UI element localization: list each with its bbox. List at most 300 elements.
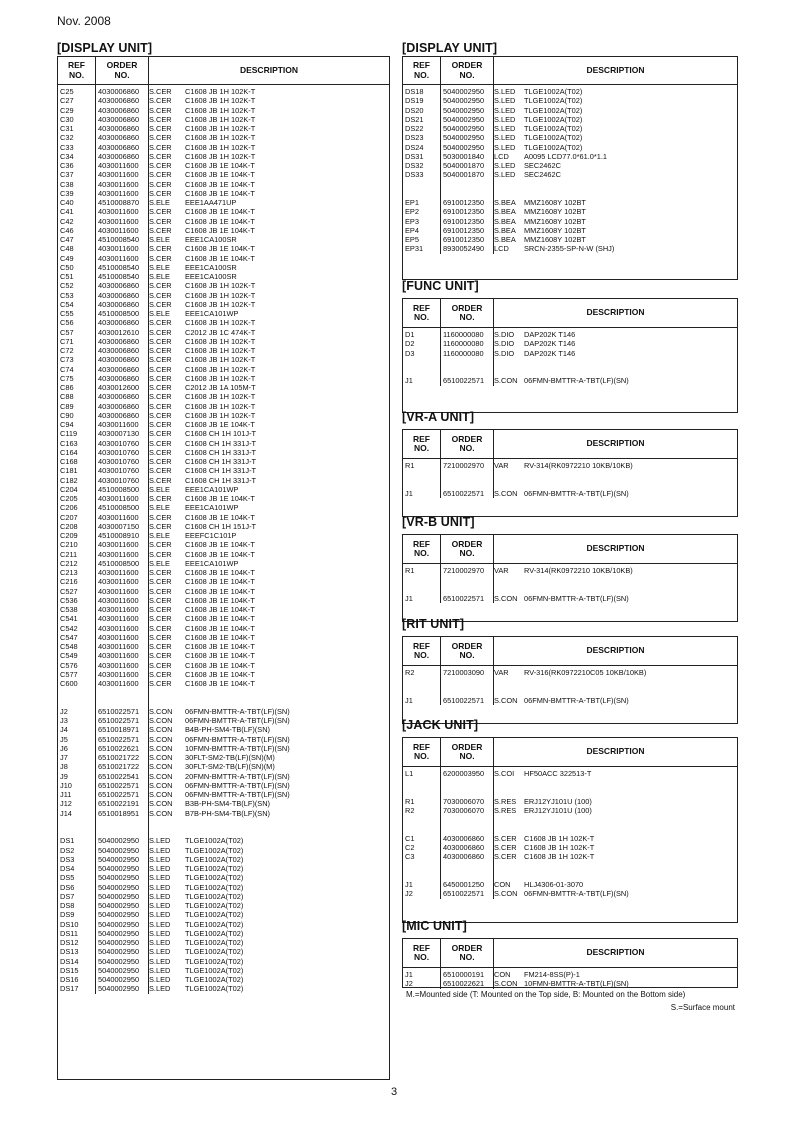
table-row bbox=[58, 957, 290, 966]
ref-header-text: NO. bbox=[413, 312, 430, 322]
ref-no-header bbox=[403, 535, 441, 563]
type-cell: S.CON bbox=[149, 743, 173, 753]
ref-cell: C55 bbox=[60, 309, 74, 318]
ref-cell: C1 bbox=[405, 833, 415, 843]
ref-cell: J3 bbox=[60, 716, 68, 725]
column-divider bbox=[493, 666, 494, 705]
order-cell: 4030006860 bbox=[443, 852, 485, 862]
table-row bbox=[58, 189, 290, 198]
ref-cell: DS5 bbox=[60, 873, 75, 883]
description-cell: 06FMN-BMTTR-A-TBT(LF)(SN) bbox=[185, 706, 290, 716]
order-cell: 7210002970 bbox=[443, 461, 485, 470]
ref-cell: DS24 bbox=[405, 142, 424, 152]
table-row bbox=[58, 429, 290, 438]
description-cell: C1608 JB 1H 102K-T bbox=[185, 290, 256, 300]
table-row bbox=[58, 318, 290, 327]
order-cell: 7030006070 bbox=[443, 796, 485, 806]
type-cell: S.CER bbox=[149, 188, 172, 198]
type-cell: S.LED bbox=[494, 124, 516, 133]
ref-cell: DS13 bbox=[60, 947, 79, 957]
type-cell: S.CER bbox=[149, 623, 172, 633]
type-cell: S.LED bbox=[494, 142, 516, 152]
table-row bbox=[403, 979, 629, 988]
ref-cell: C213 bbox=[60, 568, 78, 577]
order-cell: 4510008500 bbox=[98, 503, 140, 513]
description-cell: MMZ1608Y 102BT bbox=[524, 216, 586, 226]
type-cell: S.LED bbox=[149, 901, 171, 910]
order-cell: 4030010760 bbox=[98, 438, 140, 448]
table-row bbox=[403, 87, 614, 96]
table-row bbox=[58, 975, 290, 984]
ref-cell: DS7 bbox=[60, 891, 75, 901]
order-header-text: NO. bbox=[459, 548, 475, 558]
description-cell: C1608 JB 1E 104K-T bbox=[185, 420, 255, 429]
parts-table bbox=[402, 56, 738, 280]
order-cell: 5040002950 bbox=[443, 96, 485, 106]
description-cell: TLGE1002A(T02) bbox=[185, 864, 244, 873]
table-row bbox=[58, 466, 290, 475]
type-cell: S.CER bbox=[149, 253, 172, 263]
table-row bbox=[403, 217, 614, 226]
ref-cell: C205 bbox=[60, 494, 78, 503]
order-cell: 4030011600 bbox=[98, 605, 139, 614]
spacer-row bbox=[58, 688, 290, 697]
type-cell: S.CER bbox=[149, 114, 172, 124]
description-cell: C2012 JB 1A 105M-T bbox=[185, 383, 256, 392]
order-no-header bbox=[441, 939, 494, 967]
type-cell: S.LED bbox=[149, 836, 171, 846]
table-row bbox=[403, 330, 629, 339]
table-row bbox=[58, 448, 290, 457]
ref-cell: J2 bbox=[405, 979, 413, 989]
type-cell: S.CER bbox=[149, 216, 172, 226]
ref-header-text: REF bbox=[68, 60, 85, 70]
type-cell: S.CER bbox=[149, 161, 172, 170]
table-row bbox=[58, 550, 290, 559]
type-cell: S.LED bbox=[494, 114, 516, 124]
table-row bbox=[58, 355, 290, 364]
description-cell: C1608 CH 1H 331J-T bbox=[185, 457, 257, 466]
table-row bbox=[58, 263, 290, 272]
description-cell: C1608 JB 1H 102K-T bbox=[524, 852, 595, 862]
ref-cell: C119 bbox=[60, 429, 78, 439]
table-body bbox=[403, 968, 737, 989]
ref-cell: C538 bbox=[60, 605, 78, 614]
description-cell: C1608 CH 1H 331J-T bbox=[185, 438, 257, 448]
order-cell: 4510008870 bbox=[98, 198, 140, 207]
table-row bbox=[58, 124, 290, 133]
type-cell: S.CER bbox=[494, 843, 517, 852]
spacer-row bbox=[403, 585, 633, 594]
ref-cell: J14 bbox=[60, 808, 72, 818]
order-cell: 7210003090 bbox=[443, 668, 485, 677]
table-row bbox=[403, 207, 614, 216]
description-cell: C1608 JB 1H 102K-T bbox=[185, 392, 256, 402]
table-rows bbox=[403, 564, 633, 603]
ref-cell: DS9 bbox=[60, 910, 75, 920]
description-cell: 06FMN-BMTTR-A-TBT(LF)(SN) bbox=[524, 695, 629, 705]
order-cell: 4030006860 bbox=[98, 318, 140, 328]
description-cell: TLGE1002A(T02) bbox=[524, 87, 583, 96]
description-cell: FM214-8SS(P)-1 bbox=[524, 970, 580, 979]
ref-cell: DS17 bbox=[60, 984, 79, 994]
description-cell: C1608 JB 1E 104K-T bbox=[185, 577, 255, 587]
section-title: [DISPLAY UNIT] bbox=[57, 41, 153, 55]
order-cell: 6910012350 bbox=[443, 216, 485, 226]
table-row bbox=[58, 984, 290, 993]
order-cell: 4030006860 bbox=[98, 364, 140, 374]
order-cell: 5040002950 bbox=[98, 965, 140, 975]
description-cell: 10FMN-BMTTR-A-TBT(LF)(SN) bbox=[524, 979, 629, 989]
ref-cell: J12 bbox=[60, 799, 72, 809]
table-row bbox=[403, 880, 629, 889]
table-row bbox=[58, 846, 290, 855]
type-cell: S.RES bbox=[494, 806, 517, 815]
order-cell: 5040002950 bbox=[98, 873, 140, 883]
ref-cell: C57 bbox=[60, 327, 74, 337]
description-cell: C1608 JB 1E 104K-T bbox=[185, 512, 255, 522]
type-cell: S.CER bbox=[149, 87, 172, 96]
order-cell: 4030006860 bbox=[98, 290, 140, 300]
order-cell: 4030006860 bbox=[98, 336, 140, 346]
type-cell: S.CER bbox=[149, 669, 172, 679]
order-cell: 4030006860 bbox=[98, 96, 140, 106]
description-cell: TLGE1002A(T02) bbox=[524, 133, 583, 143]
type-cell: S.CON bbox=[494, 695, 518, 705]
ref-cell: C52 bbox=[60, 281, 74, 291]
order-no-header bbox=[441, 299, 494, 327]
ref-cell: C3 bbox=[405, 852, 415, 862]
ref-cell: DS11 bbox=[60, 928, 78, 938]
table-row bbox=[58, 929, 290, 938]
ref-cell: C56 bbox=[60, 318, 74, 328]
ref-no-header bbox=[403, 57, 441, 84]
table-row bbox=[58, 753, 290, 762]
type-cell: S.CER bbox=[149, 383, 172, 392]
table-row bbox=[403, 594, 633, 603]
ref-cell: DS16 bbox=[60, 975, 79, 984]
table-row bbox=[403, 461, 633, 470]
table-row bbox=[58, 670, 290, 679]
description-cell: C1608 JB 1E 104K-T bbox=[185, 188, 255, 198]
ref-cell: C527 bbox=[60, 586, 78, 596]
type-cell: S.ELE bbox=[149, 309, 170, 318]
description-cell: EEE1CA101WP bbox=[185, 484, 239, 494]
surface-mount-note: S.=Surface mount bbox=[670, 1003, 735, 1012]
table-row bbox=[58, 87, 290, 96]
order-header-text: NO. bbox=[459, 650, 475, 660]
type-cell: S.LED bbox=[149, 845, 171, 855]
order-cell: 4030006860 bbox=[98, 373, 140, 383]
type-cell: S.CER bbox=[149, 124, 172, 133]
ref-cell: R1 bbox=[405, 796, 415, 806]
description-cell: DAP202K T146 bbox=[524, 330, 576, 339]
order-cell: 6510022541 bbox=[98, 771, 140, 781]
order-cell: 4510008500 bbox=[98, 309, 140, 318]
type-cell: S.ELE bbox=[149, 531, 170, 540]
ref-cell: C542 bbox=[60, 623, 78, 633]
table-row bbox=[58, 531, 290, 540]
ref-cell: J6 bbox=[60, 743, 68, 753]
order-cell: 4030006860 bbox=[443, 833, 485, 843]
description-cell: C1608 JB 1H 102K-T bbox=[185, 364, 256, 374]
description-cell: SEC2462C bbox=[524, 161, 561, 170]
type-cell: S.COI bbox=[494, 769, 515, 778]
order-cell: 6910012350 bbox=[443, 235, 485, 244]
type-cell: S.CER bbox=[149, 105, 172, 115]
table-row bbox=[58, 568, 290, 577]
description-cell: 06FMN-BMTTR-A-TBT(LF)(SN) bbox=[524, 593, 629, 603]
type-cell: VAR bbox=[494, 668, 509, 677]
order-cell: 4030012610 bbox=[98, 327, 140, 337]
order-cell: 6510022571 bbox=[98, 716, 140, 725]
table-row bbox=[58, 679, 290, 688]
type-cell: S.CER bbox=[149, 346, 172, 355]
order-cell: 5040002950 bbox=[443, 133, 485, 143]
spacer-row bbox=[403, 470, 633, 479]
description-cell: TLGE1002A(T02) bbox=[524, 142, 583, 152]
order-cell: 6510022571 bbox=[443, 889, 485, 899]
table-row bbox=[58, 892, 290, 901]
order-no-header bbox=[96, 57, 149, 84]
description-cell: C1608 JB 1H 102K-T bbox=[185, 373, 256, 383]
order-cell: 5040002950 bbox=[98, 845, 140, 855]
order-cell: 6510022571 bbox=[443, 695, 485, 705]
description-cell: TLGE1002A(T02) bbox=[185, 901, 244, 910]
ref-cell: J1 bbox=[405, 376, 413, 386]
order-cell: 5040002950 bbox=[98, 919, 140, 929]
order-cell: 4030011600 bbox=[98, 568, 139, 577]
ref-no-header bbox=[58, 57, 96, 84]
type-cell: S.CER bbox=[149, 410, 172, 420]
order-header-text: NO. bbox=[459, 312, 475, 322]
order-cell: 4030011600 bbox=[98, 253, 139, 263]
description-cell: TLGE1002A(T02) bbox=[185, 891, 244, 901]
description-cell: C1608 CH 1H 101J-T bbox=[185, 429, 257, 439]
description-cell: B4B-PH-SM4-TB(LF)(SN) bbox=[185, 725, 270, 735]
table-rows bbox=[403, 459, 633, 498]
type-cell: S.LED bbox=[494, 133, 516, 143]
type-cell: S.CER bbox=[149, 299, 172, 309]
type-cell: S.CON bbox=[149, 771, 173, 781]
table-row bbox=[58, 781, 290, 790]
order-cell: 5040002950 bbox=[98, 984, 140, 994]
description-cell: C1608 JB 1E 104K-T bbox=[185, 494, 255, 503]
order-cell: 6510021722 bbox=[98, 753, 140, 762]
order-cell: 4030011600 bbox=[98, 512, 139, 522]
ref-cell: C163 bbox=[60, 438, 78, 448]
order-cell: 4510008500 bbox=[98, 484, 140, 494]
description-cell: C1608 JB 1E 104K-T bbox=[185, 568, 255, 577]
ref-no-header bbox=[403, 939, 441, 967]
description-header: DESCRIPTION bbox=[586, 645, 645, 656]
column-divider bbox=[440, 767, 441, 899]
description-cell: SRCN-2355-SP-N-W (SHJ) bbox=[524, 244, 615, 254]
description-cell: RV-314(RK0972210 10KB/10KB) bbox=[524, 461, 633, 470]
order-cell: 1160000080 bbox=[443, 330, 484, 339]
table-row bbox=[58, 161, 290, 170]
description-cell: C1608 JB 1E 104K-T bbox=[185, 586, 255, 596]
description-cell: C1608 JB 1H 102K-T bbox=[524, 833, 595, 843]
description-cell: C1608 JB 1E 104K-T bbox=[185, 660, 255, 670]
description-cell: 30FLT-SM2-TB(LF)(SN)(M) bbox=[185, 753, 275, 762]
type-cell: S.CER bbox=[149, 632, 172, 642]
parts-table bbox=[402, 429, 738, 517]
description-cell: DAP202K T146 bbox=[524, 348, 576, 358]
ref-cell: C39 bbox=[60, 188, 74, 198]
type-cell: S.DIO bbox=[494, 348, 515, 358]
description-cell: C1608 JB 1E 104K-T bbox=[185, 170, 255, 180]
type-cell: S.CON bbox=[494, 889, 518, 899]
column-divider bbox=[440, 328, 441, 386]
order-no-header bbox=[441, 430, 494, 458]
order-cell: 4030006860 bbox=[98, 392, 140, 402]
type-cell: S.CER bbox=[149, 225, 172, 235]
ref-header-text: NO. bbox=[413, 650, 430, 660]
type-cell: LCD bbox=[494, 244, 509, 254]
order-cell: 4030011600 bbox=[98, 161, 139, 170]
spacer-row bbox=[403, 367, 629, 376]
description-cell: MMZ1608Y 102BT bbox=[524, 198, 586, 207]
description-cell: 10FMN-BMTTR-A-TBT(LF)(SN) bbox=[185, 743, 290, 753]
type-cell: S.CER bbox=[149, 466, 172, 476]
order-cell: 4030011600 bbox=[98, 595, 139, 605]
table-row bbox=[58, 938, 290, 947]
table-row bbox=[58, 281, 290, 290]
ref-cell: C47 bbox=[60, 235, 74, 244]
column-divider bbox=[148, 85, 149, 994]
type-cell: S.CER bbox=[149, 142, 172, 152]
ref-cell: DS14 bbox=[60, 956, 79, 966]
table-body bbox=[403, 767, 737, 899]
table-row bbox=[58, 661, 290, 670]
order-cell: 4030006860 bbox=[98, 114, 140, 124]
description-cell: C2012 JB 1C 474K-T bbox=[185, 327, 256, 337]
order-cell: 7210002970 bbox=[443, 566, 485, 575]
parts-table bbox=[402, 636, 738, 724]
type-cell: S.CON bbox=[494, 593, 518, 603]
description-cell: C1608 JB 1H 102K-T bbox=[185, 346, 256, 355]
type-cell: S.ELE bbox=[149, 198, 170, 207]
ref-cell: DS21 bbox=[405, 114, 424, 124]
ref-no-header bbox=[403, 738, 441, 766]
table-header bbox=[403, 637, 737, 666]
table-rows bbox=[403, 328, 629, 386]
type-cell: S.LED bbox=[494, 105, 516, 115]
section-title: [VR-A UNIT] bbox=[402, 410, 475, 424]
type-cell: S.CER bbox=[494, 852, 517, 862]
ref-cell: C181 bbox=[60, 466, 78, 476]
table-row bbox=[403, 376, 629, 385]
type-cell: S.CON bbox=[494, 979, 518, 989]
table-header bbox=[403, 430, 737, 459]
ref-cell: J1 bbox=[405, 880, 413, 889]
description-cell: C1608 JB 1E 104K-T bbox=[185, 669, 255, 679]
type-cell: S.CON bbox=[149, 762, 173, 772]
order-cell: 4030010760 bbox=[98, 447, 140, 457]
type-cell: S.CER bbox=[149, 614, 172, 624]
order-cell: 4030011600 bbox=[98, 642, 139, 651]
unit-section bbox=[402, 41, 738, 280]
description-cell: 30FLT-SM2-TB(LF)(SN)(M) bbox=[185, 762, 275, 772]
order-cell: 4510008540 bbox=[98, 262, 140, 272]
table-header bbox=[403, 535, 737, 564]
description-cell: 06FMN-BMTTR-A-TBT(LF)(SN) bbox=[185, 716, 290, 725]
type-cell: S.LED bbox=[149, 984, 171, 994]
ref-cell: C29 bbox=[60, 105, 74, 115]
order-cell: 4030006860 bbox=[443, 843, 485, 852]
description-cell: ERJ12YJ101U (100) bbox=[524, 796, 592, 806]
type-cell: S.CON bbox=[149, 753, 173, 762]
table-row bbox=[58, 642, 290, 651]
description-cell: C1608 CH 1H 331J-T bbox=[185, 466, 257, 476]
order-cell: 6910012350 bbox=[443, 207, 485, 217]
ref-cell: C577 bbox=[60, 669, 78, 679]
description-header: DESCRIPTION bbox=[239, 64, 299, 75]
order-cell: 4030011600 bbox=[98, 494, 139, 503]
description-cell: C1608 JB 1E 104K-T bbox=[185, 225, 255, 235]
description-cell: C1608 CH 1H 331J-T bbox=[185, 475, 257, 485]
description-cell: C1608 JB 1E 104K-T bbox=[185, 595, 255, 605]
description-header: DESCRIPTION bbox=[586, 307, 645, 318]
ref-cell: J5 bbox=[60, 734, 68, 744]
type-cell: S.LED bbox=[149, 873, 171, 883]
order-cell: 6450001250 bbox=[443, 880, 485, 889]
table-row bbox=[58, 577, 290, 586]
table-row bbox=[403, 198, 614, 207]
table-row bbox=[58, 735, 290, 744]
order-cell: 4030011600 bbox=[98, 225, 139, 235]
description-cell: C1608 JB 1E 104K-T bbox=[185, 253, 255, 263]
order-cell: 5040002950 bbox=[443, 124, 485, 133]
table-row bbox=[58, 309, 290, 318]
table-row bbox=[58, 901, 290, 910]
ref-header-text: REF bbox=[413, 60, 430, 70]
spacer-row bbox=[58, 827, 290, 836]
type-cell: S.LED bbox=[149, 854, 171, 864]
table-header bbox=[403, 939, 737, 968]
description-cell: TLGE1002A(T02) bbox=[185, 938, 244, 947]
ref-cell: DS2 bbox=[60, 845, 75, 855]
table-row bbox=[403, 170, 614, 179]
description-cell: 20FMN-BMTTR-A-TBT(LF)(SN) bbox=[185, 771, 290, 781]
ref-cell: C51 bbox=[60, 272, 74, 281]
order-cell: 4030011600 bbox=[98, 170, 139, 180]
ref-cell: J1 bbox=[405, 593, 413, 603]
spacer-row bbox=[58, 818, 290, 827]
ref-no-header bbox=[403, 637, 441, 665]
column-divider bbox=[440, 459, 441, 498]
ref-cell: C207 bbox=[60, 512, 78, 522]
order-cell: 4510008910 bbox=[98, 531, 140, 540]
ref-cell: C216 bbox=[60, 577, 78, 587]
column-divider bbox=[493, 459, 494, 498]
ref-cell: C89 bbox=[60, 401, 74, 411]
table-row bbox=[58, 180, 290, 189]
parts-table bbox=[57, 56, 390, 1080]
type-cell: LCD bbox=[494, 151, 509, 161]
order-cell: 4030011600 bbox=[98, 632, 139, 642]
description-cell: EEE1CA101WP bbox=[185, 558, 239, 568]
description-cell: C1608 JB 1H 102K-T bbox=[524, 843, 595, 852]
description-cell: C1608 CH 1H 151J-T bbox=[185, 521, 257, 531]
table-body bbox=[58, 85, 389, 994]
type-cell: S.CER bbox=[149, 651, 172, 661]
ref-cell: R1 bbox=[405, 566, 415, 575]
ref-cell: C576 bbox=[60, 660, 78, 670]
description-cell: C1608 JB 1H 102K-T bbox=[185, 318, 256, 328]
ref-header-text: REF bbox=[413, 302, 430, 313]
